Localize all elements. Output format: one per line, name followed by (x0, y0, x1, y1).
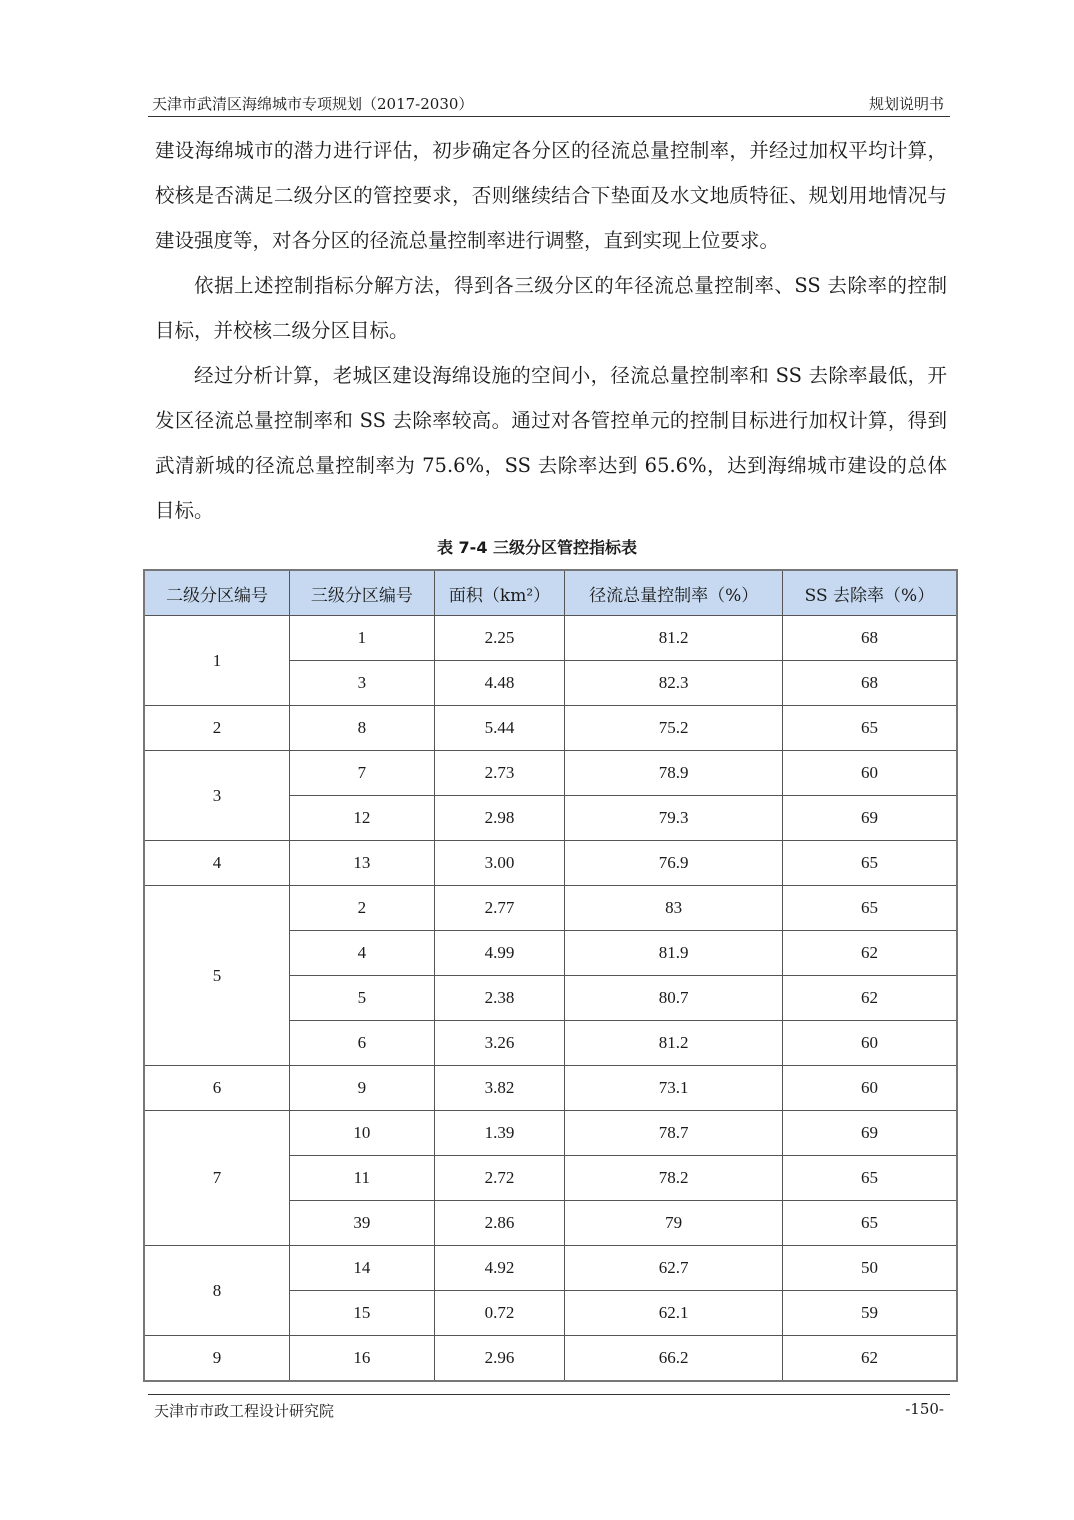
runoff-rate-cell: 79 (565, 1201, 782, 1246)
table-header-row (144, 570, 957, 616)
ss-rate-cell: 65 (782, 886, 957, 931)
zone-cell: 3 (144, 751, 290, 841)
area-cell: 2.86 (434, 1201, 565, 1246)
runoff-rate-cell: 81.9 (565, 931, 782, 976)
area-cell: 2.38 (434, 976, 565, 1021)
zone-cell: 8 (144, 1246, 290, 1336)
column-header: SS 去除率（%） (782, 570, 957, 616)
body-text (155, 128, 947, 533)
control-index-table (143, 569, 958, 1382)
ss-rate-cell: 65 (782, 1156, 957, 1201)
subzone-cell: 1 (290, 616, 435, 661)
table-row (144, 706, 957, 751)
area-cell: 5.44 (434, 706, 565, 751)
runoff-rate-cell: 79.3 (565, 796, 782, 841)
runoff-rate-cell: 78.7 (565, 1111, 782, 1156)
zone-cell: 9 (144, 1336, 290, 1382)
subzone-cell: 4 (290, 931, 435, 976)
runoff-rate-cell: 83 (565, 886, 782, 931)
area-cell: 2.96 (434, 1336, 565, 1382)
subzone-cell: 13 (290, 841, 435, 886)
table-body (144, 616, 957, 1382)
zone-cell: 4 (144, 841, 290, 886)
column-header: 二级分区编号 (144, 570, 290, 616)
runoff-rate-cell: 78.2 (565, 1156, 782, 1201)
table-row (144, 886, 957, 931)
column-header: 面积（km²） (434, 570, 565, 616)
subzone-cell: 15 (290, 1291, 435, 1336)
subzone-cell: 11 (290, 1156, 435, 1201)
subzone-cell: 6 (290, 1021, 435, 1066)
paragraph: 依据上述控制指标分解方法，得到各三级分区的年径流总量控制率、SS 去除率的控制目标，并校核二级分区目标。 (155, 274, 947, 342)
ss-rate-cell: 62 (782, 931, 957, 976)
zone-cell: 2 (144, 706, 290, 751)
zone-cell: 1 (144, 616, 290, 706)
ss-rate-cell: 68 (782, 616, 957, 661)
page-header (148, 92, 950, 117)
table-caption: 表 7-4 三级分区管控指标表 (436, 538, 638, 557)
ss-rate-cell: 60 (782, 1021, 957, 1066)
runoff-rate-cell: 66.2 (565, 1336, 782, 1382)
table-row (144, 1246, 957, 1291)
runoff-rate-cell: 75.2 (565, 706, 782, 751)
ss-rate-cell: 68 (782, 661, 957, 706)
subzone-cell: 14 (290, 1246, 435, 1291)
runoff-rate-cell: 81.2 (565, 616, 782, 661)
zone-cell: 5 (144, 886, 290, 1066)
table-row (144, 1336, 957, 1382)
ss-rate-cell: 60 (782, 1066, 957, 1111)
ss-rate-cell: 65 (782, 1201, 957, 1246)
area-cell: 2.98 (434, 796, 565, 841)
table-row (144, 1111, 957, 1156)
area-cell: 0.72 (434, 1291, 565, 1336)
table-row (144, 841, 957, 886)
ss-rate-cell: 65 (782, 706, 957, 751)
subzone-cell: 9 (290, 1066, 435, 1111)
table-row (144, 1066, 957, 1111)
area-cell: 4.48 (434, 661, 565, 706)
subzone-cell: 16 (290, 1336, 435, 1382)
header-title: 天津市武清区海绵城市专项规划（2017-2030） (152, 95, 474, 113)
ss-rate-cell: 65 (782, 841, 957, 886)
subzone-cell: 39 (290, 1201, 435, 1246)
runoff-rate-cell: 76.9 (565, 841, 782, 886)
subzone-cell: 10 (290, 1111, 435, 1156)
area-cell: 2.73 (434, 751, 565, 796)
zone-cell: 6 (144, 1066, 290, 1111)
paragraph: 建设海绵城市的潜力进行评估，初步确定各分区的径流总量控制率，并经过加权平均计算，校核是否满足二级分区的管控要求，否则继续结合下垫面及水文地质特征、规划用地情况与建设强度等，对各分区的径流总量控制率进行调整，直到实现上位要求。 (155, 139, 947, 252)
ss-rate-cell: 69 (782, 1111, 957, 1156)
zone-cell: 7 (144, 1111, 290, 1246)
runoff-rate-cell: 81.2 (565, 1021, 782, 1066)
runoff-rate-cell: 78.9 (565, 751, 782, 796)
area-cell: 4.92 (434, 1246, 565, 1291)
subzone-cell: 8 (290, 706, 435, 751)
area-cell: 2.77 (434, 886, 565, 931)
page-number: -150- (905, 1400, 944, 1418)
area-cell: 3.00 (434, 841, 565, 886)
column-header: 三级分区编号 (290, 570, 435, 616)
footer-institute: 天津市市政工程设计研究院 (154, 1402, 335, 1420)
runoff-rate-cell: 82.3 (565, 661, 782, 706)
area-cell: 1.39 (434, 1111, 565, 1156)
runoff-rate-cell: 62.1 (565, 1291, 782, 1336)
paragraph: 经过分析计算，老城区建设海绵设施的空间小，径流总量控制率和 SS 去除率最低，开发区径流总量控制率和 SS 去除率较高。通过对各管控单元的控制目标进行加权计算，得到武清新城的径流总量控制率为 75.6%，SS 去除率达到 65.6%，达到海绵城市建设的总体目标。 (155, 364, 947, 522)
area-cell: 3.26 (434, 1021, 565, 1066)
runoff-rate-cell: 62.7 (565, 1246, 782, 1291)
area-cell: 3.82 (434, 1066, 565, 1111)
area-cell: 2.72 (434, 1156, 565, 1201)
subzone-cell: 3 (290, 661, 435, 706)
subzone-cell: 7 (290, 751, 435, 796)
area-cell: 2.25 (434, 616, 565, 661)
ss-rate-cell: 59 (782, 1291, 957, 1336)
runoff-rate-cell: 80.7 (565, 976, 782, 1021)
column-header: 径流总量控制率（%） (565, 570, 782, 616)
subzone-cell: 12 (290, 796, 435, 841)
subzone-cell: 5 (290, 976, 435, 1021)
table-row (144, 751, 957, 796)
area-cell: 4.99 (434, 931, 565, 976)
ss-rate-cell: 50 (782, 1246, 957, 1291)
ss-rate-cell: 62 (782, 976, 957, 1021)
subzone-cell: 2 (290, 886, 435, 931)
table-row (144, 616, 957, 661)
ss-rate-cell: 62 (782, 1336, 957, 1382)
ss-rate-cell: 60 (782, 751, 957, 796)
page-footer (148, 1394, 950, 1421)
runoff-rate-cell: 73.1 (565, 1066, 782, 1111)
ss-rate-cell: 69 (782, 796, 957, 841)
header-doc-type: 规划说明书 (868, 95, 944, 113)
